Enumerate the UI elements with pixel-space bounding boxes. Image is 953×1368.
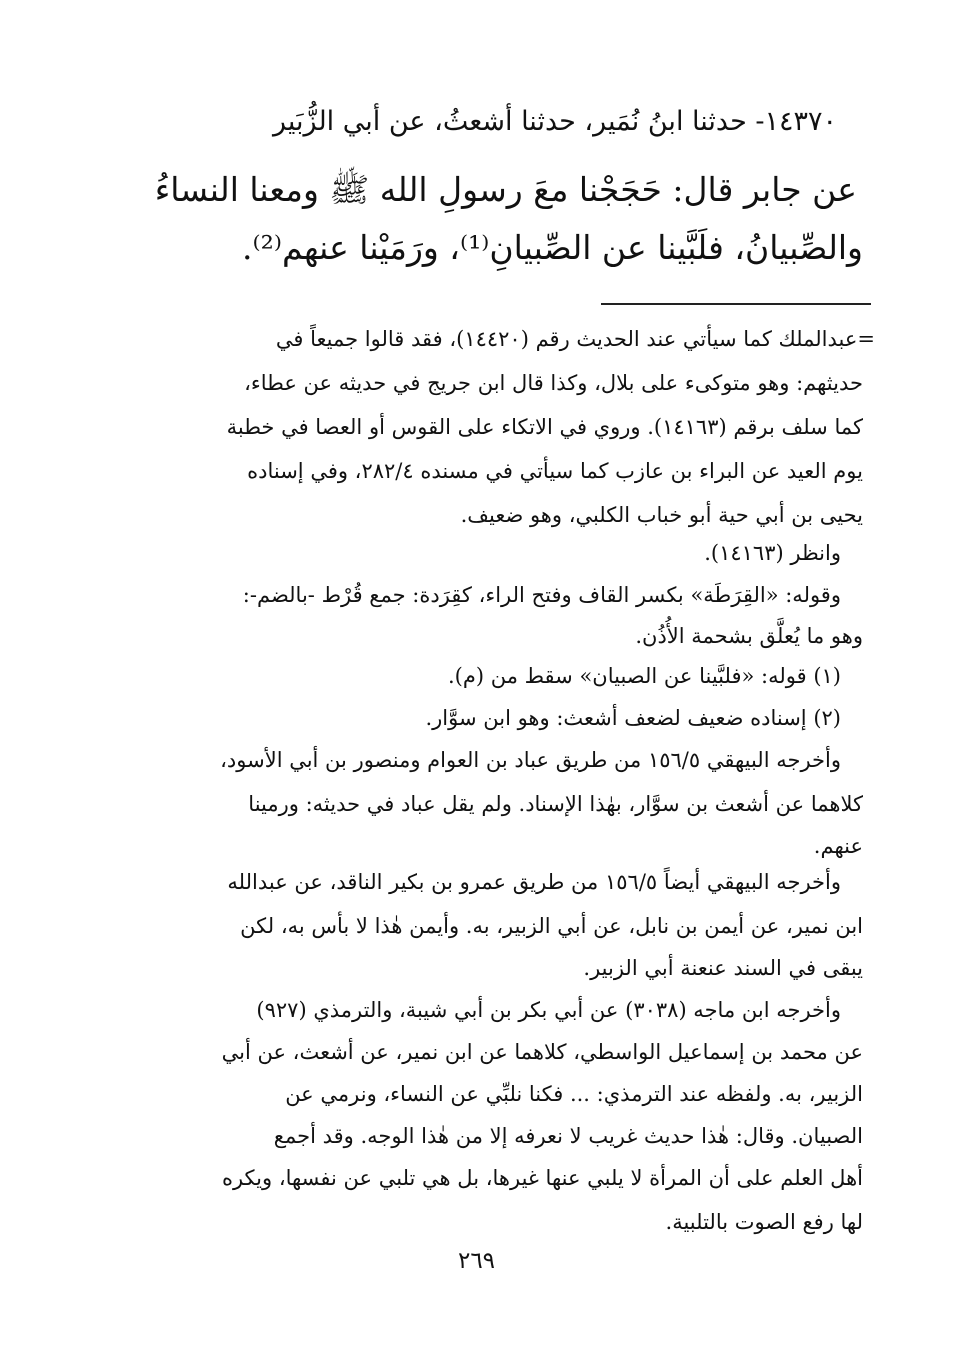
footnote-line: يحيى بن أبي حية أبو خباب الكلبي، وهو ضعيف. [460, 503, 863, 527]
footnote-line: لها رفع الصوت بالتلبية. [665, 1210, 863, 1234]
footnote-line: يوم العيد عن البراء بن عازب كما سيأتي في مسنده ٢٨٢/٤، وفي إسناده [247, 459, 863, 483]
footnote-divider [601, 303, 871, 305]
footnote-line: الزبير، به. ولفظه عند الترمذي: ... فكنا نلبِّي عن النساء، ونرمي عن [285, 1082, 863, 1106]
footnote-line: عن محمد بن إسماعيل الواسطي، كلاهما عن ابن نمير، عن أشعث، عن أبي [221, 1040, 863, 1064]
footnote-line: وأخرجه ابن ماجه (٣٠٣٨) عن أبي بكر بن أبي شيبة، والترمذي (٩٢٧) [256, 998, 841, 1022]
footnote-line: كما سلف برقم (١٤١٦٣). وروي في الاتكاء على القوس أو العصا في خطبة [226, 415, 863, 439]
footnote-line: الصبيان. وقال: هٰذا حديث غريب لا نعرفه إلا من هٰذا الوجه. وقد أجمع [273, 1124, 863, 1148]
footnote-line: وأخرجه البيهقي ١٥٦/٥ من طريق عباد بن العوام ومنصور بن أبي الأسود، [220, 748, 841, 772]
footnote-2: (٢) إسناده ضعيف لضعف أشعث: وهو ابن سوَّار. [425, 706, 841, 730]
page-number: ٢٦٩ [457, 1248, 496, 1274]
footnote-line: وهو ما يُعلَّق بشحمة الأُذُن. [635, 624, 863, 648]
hadith-text-line-2: والصِّبيانُ، فلَبَّينا عن الصِّبيانِ⁽¹⁾، ورَمَيْنا عنهم⁽²⁾. [242, 228, 863, 267]
footnote-line: أهل العلم على أن المرأة لا يلبي عنها غيرها، بل هي تلبي عن نفسها، ويكره [221, 1166, 863, 1190]
footnote-line: وانظر (١٤١٦٣). [704, 541, 841, 565]
footnote-line: =عبدالملك كما سيأتي عند الحديث رقم (١٤٤٢٠)، فقد قالوا جميعاً في [275, 327, 875, 351]
footnote-line: حديثهم: وهو متوكىء على بلال، وكذا قال ابن جريج في حديثه عن عطاء، [244, 371, 863, 395]
hadith-text-line-1: عن جابر قال: حَجَجْنا معَ رسولِ الله ﷺ ومعنا النساءُ [154, 170, 857, 209]
footnote-line: ابن نمير، عن أيمن بن نابل، عن أبي الزبير، به. وأيمن هٰذا لا بأس به، لكن [240, 914, 863, 938]
footnote-line: يبقى في السند عنعنة أبي الزبير. [583, 956, 863, 980]
footnote-line: وقوله: «القِرَطَة» بكسر القاف وفتح الراء، كقِرَدة: جمع قُرْط -بالضم-: [242, 583, 841, 607]
footnote-1: (١) قوله: «فلبَّينا عن الصبيان» سقط من (م). [447, 664, 841, 688]
footnote-line: وأخرجه البيهقي أيضاً ١٥٦/٥ من طريق عمرو بن بكير الناقد، عن عبدالله [227, 870, 841, 894]
hadith-header: ١٤٣٧٠- حدثنا ابنُ نُمَير، حدثنا أشعثُ، عن أبي الزُّبَير [273, 106, 837, 137]
footnote-line: عنهم. [813, 834, 863, 858]
footnote-line: كلاهما عن أشعث بن سوَّار، بهٰذا الإسناد. ولم يقل عباد في حديثه: ورمينا [248, 792, 863, 816]
